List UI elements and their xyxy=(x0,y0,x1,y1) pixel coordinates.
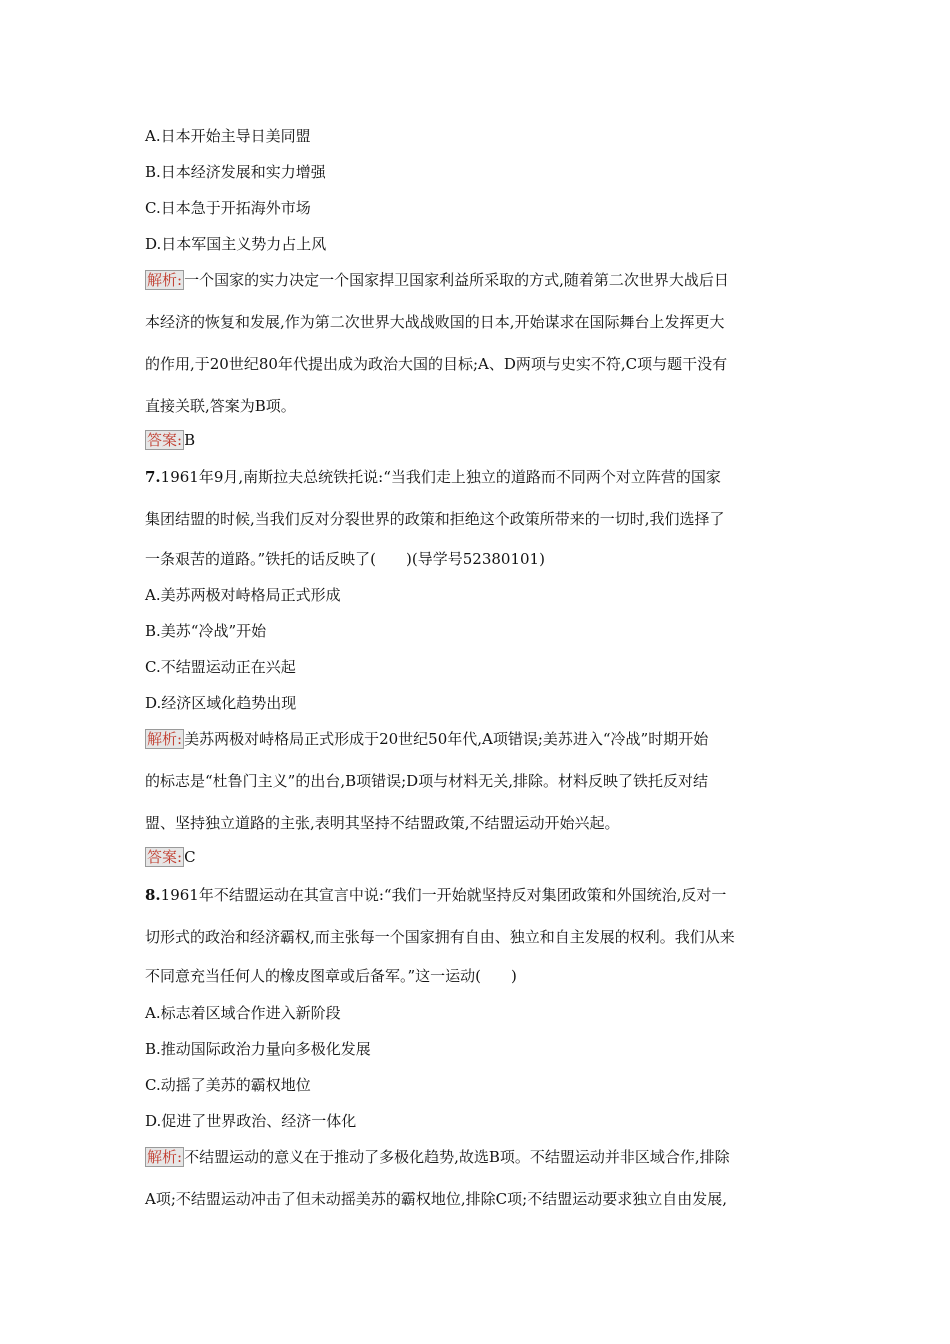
q8-stem-text: 1961年不结盟运动在其宣言中说:“我们一开始就坚持反对集团政策和外国统治,反对一 xyxy=(160,886,727,904)
q8-option-c: C.动摇了美苏的霸权地位 xyxy=(145,1076,311,1094)
q8-analysis-line xyxy=(145,1147,730,1167)
q7-analysis-text: 美苏两极对峙格局正式形成于20世纪50年代,A项错误;美苏进入“冷战”时期开始 xyxy=(184,730,709,748)
q7-answer: C xyxy=(184,848,196,866)
q7-option-a: A.美苏两极对峙格局正式形成 xyxy=(145,586,341,604)
q7-number: 7. xyxy=(145,468,161,486)
q8-option-b: B.推动国际政治力量向多极化发展 xyxy=(145,1040,371,1058)
q8-analysis-line: A项;不结盟运动冲击了但未动摇美苏的霸权地位,排除C项;不结盟运动要求独立自由发展, xyxy=(145,1190,727,1208)
q8-stem-line xyxy=(145,885,726,905)
q6-answer-line xyxy=(145,430,195,450)
q7-stem-line: 一条艰苦的道路。”铁托的话反映了( )(导学号52380101) xyxy=(145,550,545,568)
q7-analysis-line: 盟、坚持独立道路的主张,表明其坚持不结盟政策,不结盟运动开始兴起。 xyxy=(145,814,620,832)
analysis-label: 解析: xyxy=(147,271,183,289)
q7-answer-line xyxy=(145,847,196,867)
q8-stem-line: 切形式的政治和经济霸权,而主张每一个国家拥有自由、独立和自主发展的权利。我们从来 xyxy=(145,928,735,946)
q7-option-c: C.不结盟运动正在兴起 xyxy=(145,658,296,676)
q6-option-c: C.日本急于开拓海外市场 xyxy=(145,199,311,217)
q8-number: 8. xyxy=(145,886,161,904)
q7-analysis-line: 的标志是“杜鲁门主义”的出台,B项错误;D项与材料无关,排除。材料反映了铁托反对结 xyxy=(145,772,708,790)
q7-option-d: D.经济区域化趋势出现 xyxy=(145,694,297,712)
q8-option-d: D.促进了世界政治、经济一体化 xyxy=(145,1112,357,1130)
q6-analysis-text: 一个国家的实力决定一个国家捍卫国家利益所采取的方式,随着第二次世界大战后日 xyxy=(184,271,729,289)
q8-analysis-text: 不结盟运动的意义在于推动了多极化趋势,故选B项。不结盟运动并非区域合作,排除 xyxy=(184,1148,730,1166)
q6-analysis-line xyxy=(145,270,729,290)
q7-stem-text: 1961年9月,南斯拉夫总统铁托说:“当我们走上独立的道路而不同两个对立阵营的国家 xyxy=(160,468,721,486)
q8-stem-line: 不同意充当任何人的橡皮图章或后备军。”这一运动( ) xyxy=(145,967,517,985)
analysis-label: 解析: xyxy=(147,730,183,748)
q6-analysis-line: 本经济的恢复和发展,作为第二次世界大战战败国的日本,开始谋求在国际舞台上发挥更大 xyxy=(145,313,725,331)
analysis-label: 解析: xyxy=(147,1148,183,1166)
q6-analysis-line: 直接关联,答案为B项。 xyxy=(145,397,296,415)
q6-analysis-line: 的作用,于20世纪80年代提出成为政治大国的目标;A、D两项与史实不符,C项与题干没有 xyxy=(145,355,728,373)
q7-option-b: B.美苏“冷战”开始 xyxy=(145,622,267,640)
q6-option-a: A.日本开始主导日美同盟 xyxy=(145,127,311,145)
q7-stem-line xyxy=(145,467,721,487)
q6-option-d: D.日本军国主义势力占上风 xyxy=(145,235,327,253)
q6-option-b: B.日本经济发展和实力增强 xyxy=(145,163,326,181)
q6-answer: B xyxy=(184,431,196,449)
q7-analysis-line xyxy=(145,729,708,749)
q8-option-a: A.标志着区域合作进入新阶段 xyxy=(145,1004,341,1022)
answer-label: 答案: xyxy=(147,431,183,449)
answer-label: 答案: xyxy=(147,848,183,866)
q7-stem-line: 集团结盟的时候,当我们反对分裂世界的政策和拒绝这个政策所带来的一切时,我们选择了 xyxy=(145,510,725,528)
